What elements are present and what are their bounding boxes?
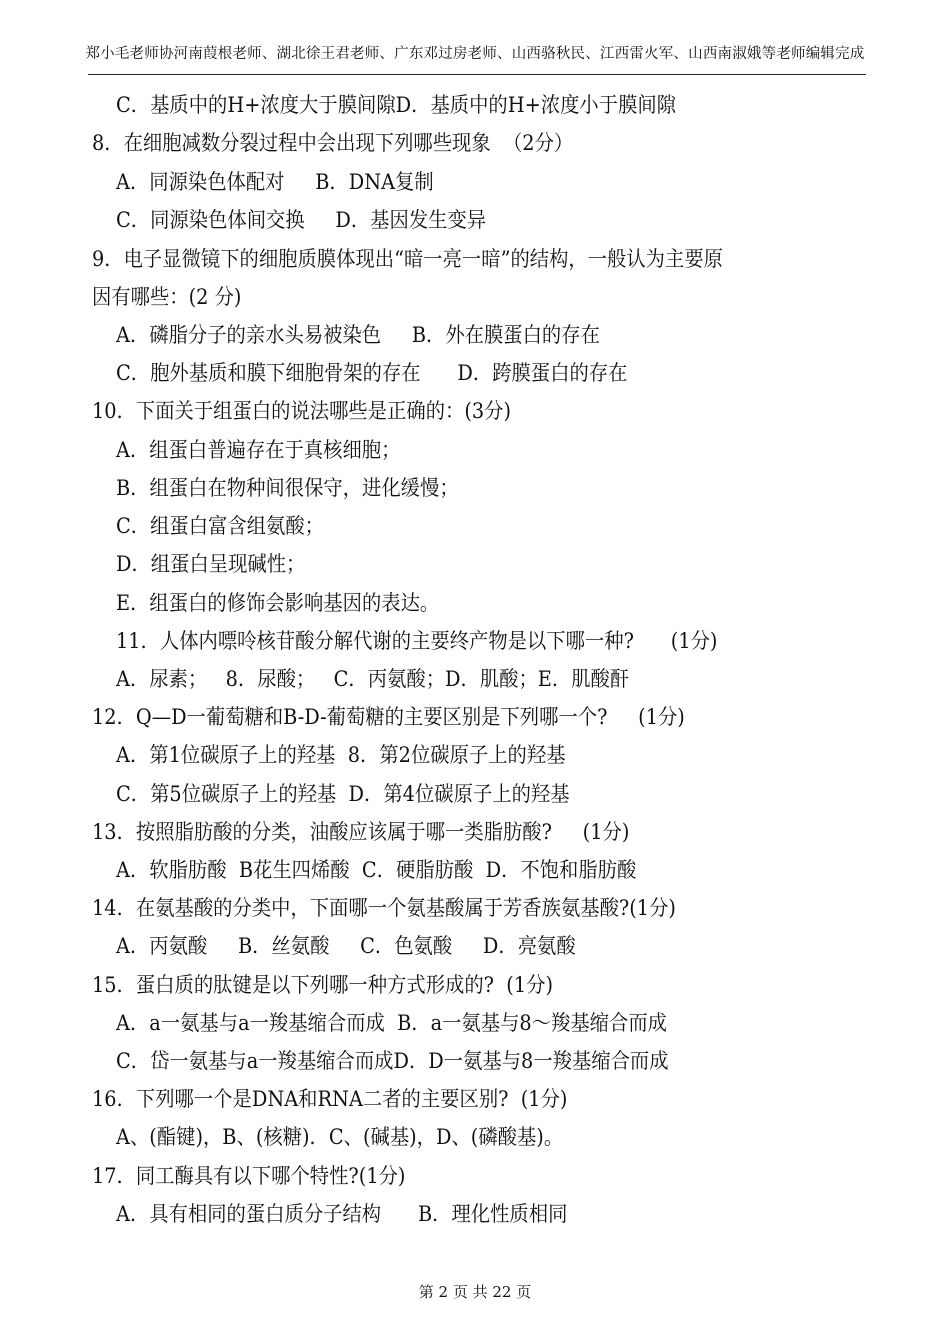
option-line: A．组蛋白普遍存在于真核细胞；: [116, 438, 401, 462]
option-line: C．基质中的H+浓度大于膜间隙D．基质中的H+浓度小于膜间隙: [116, 93, 677, 117]
question-line: 因有哪些：(2 分): [92, 285, 242, 309]
option-line: C．第5位碳原子上的羟基 D．第4位碳原子上的羟基: [116, 782, 570, 806]
question-line: 14．在氨基酸的分类中，下面哪一个氨基酸属于芳香族氨基酸?(1分): [92, 896, 676, 920]
option-line: A．a一氨基与a一羧基缩合而成 B．a一氨基与8～羧基缩合而成: [116, 1011, 667, 1035]
option-line: C．同源染色体间交换 D．基因发生变异: [116, 208, 487, 232]
question-line: 15．蛋白质的肽键是以下列哪一种方式形成的? (1分): [92, 973, 553, 997]
question-line: 10．下面关于组蛋白的说法哪些是正确的：(3分): [92, 399, 512, 423]
option-line: A．第1位碳原子上的羟基 8．第2位碳原子上的羟基: [116, 743, 566, 767]
option-line: C．组蛋白富含组氨酸；: [116, 514, 324, 538]
option-line: B．组蛋白在物种间很保守，进化缓慢；: [116, 476, 459, 500]
question-line: 16．下列哪一个是DNA和RNA二者的主要区别? (1分): [92, 1087, 568, 1111]
question-line: 12．Q—D一葡萄糖和B-D-葡萄糖的主要区别是下列哪一个? (1分): [92, 705, 685, 729]
page-number: 第 2 页 共 22 页: [418, 1283, 532, 1301]
option-line: A．具有相同的蛋白质分子结构 B．理化性质相同: [116, 1202, 568, 1226]
option-line: A．磷脂分子的亲水头易被染色 B．外在膜蛋白的存在: [116, 323, 600, 347]
option-line: E．组蛋白的修饰会影响基因的表达。: [116, 591, 440, 615]
option-line: C．胞外基质和膜下细胞骨架的存在 D．跨膜蛋白的存在: [116, 361, 628, 385]
option-line: D．组蛋白呈现碱性；: [116, 552, 306, 576]
page-header-credits: 郑小毛老师协河南葭根老师、湖北徐王君老师、广东邓过房老师、山西骆秋民、江西雷火军、山西南淑娥等老师编辑完成: [85, 46, 865, 62]
question-line: 9．电子显微镜下的细胞质膜体现出“暗一亮一暗”的结构，一般认为主要原: [92, 247, 723, 271]
option-line: C．岱一氨基与a一羧基缩合而成D．D一氨基与8一羧基缩合而成: [116, 1049, 669, 1073]
question-line: 17．同工酶具有以下哪个特性?(1分): [92, 1164, 406, 1188]
question-line: 11．人体内嘌呤核苷酸分解代谢的主要终产物是以下哪一种? (1分): [116, 629, 718, 653]
option-line: A．丙氨酸 B．丝氨酸 C．色氨酸 D．亮氨酸: [116, 934, 576, 958]
option-line: A、(酯键)，B、(核糖)．C、(碱基)，D、(磷酸基)。: [116, 1125, 564, 1149]
header-divider: [88, 74, 866, 75]
option-line: A．尿素； 8．尿酸； C．丙氨酸；D．肌酸；E．肌酸酐: [116, 667, 630, 691]
question-line: 8．在细胞减数分裂过程中会出现下列哪些现象 （2分）: [92, 131, 574, 155]
question-line: 13．按照脂肪酸的分类，油酸应该属于哪一类脂肪酸? (1分): [92, 820, 630, 844]
option-line: A．同源染色体配对 B．DNA复制: [116, 170, 434, 194]
option-line: A．软脂肪酸 B花生四烯酸 C．硬脂肪酸 D．不饱和脂肪酸: [116, 858, 637, 882]
